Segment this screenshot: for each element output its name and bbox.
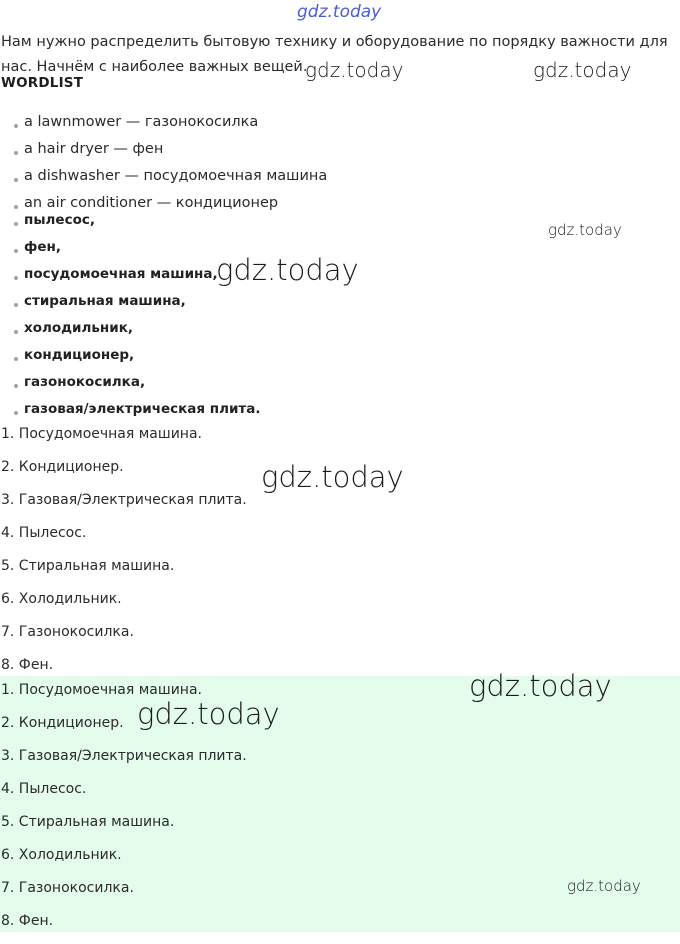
wordlist-item: an air conditioner — кондиционер bbox=[14, 193, 327, 220]
ranking-item: 7. Газонокосилка. bbox=[1, 624, 134, 640]
watermark: gdz.today bbox=[548, 221, 622, 239]
watermark: gdz.today bbox=[533, 58, 632, 82]
answer-ranking-item: 4. Пылесос. bbox=[1, 781, 87, 797]
watermark: gdz.today bbox=[567, 877, 641, 895]
answer-ranking-item: 7. Газонокосилка. bbox=[1, 880, 134, 896]
watermark: gdz.today bbox=[305, 58, 404, 82]
appliance-item: стиральная машина, bbox=[14, 291, 327, 318]
appliance-item: пылесос, bbox=[14, 210, 327, 237]
appliance-item: газонокосилка, bbox=[14, 372, 327, 399]
answer-ranking-item: 8. Фен. bbox=[1, 913, 54, 929]
ranking-item: 3. Газовая/Электрическая плита. bbox=[1, 492, 247, 508]
appliance-item: фен, bbox=[14, 237, 327, 264]
watermark: gdz.today bbox=[216, 253, 359, 287]
answer-ranking-item: 3. Газовая/Электрическая плита. bbox=[1, 748, 247, 764]
wordlist-item: a lawnmower — газонокосилка bbox=[14, 112, 327, 139]
wordlist-item: a dishwasher — посудомоечная машина bbox=[14, 166, 327, 193]
watermark-top: gdz.today bbox=[297, 2, 382, 22]
watermark: gdz.today bbox=[261, 460, 404, 494]
wordlist-item: a hair dryer — фен bbox=[14, 139, 327, 166]
intro-text: Нам нужно распределить бытовую технику и оборудование по порядку важности для нас. Начнём с наиболее важных вещей. bbox=[1, 34, 668, 75]
appliance-item: кондиционер, bbox=[14, 345, 327, 372]
answer-ranking-item: 5. Стиральная машина. bbox=[1, 814, 175, 830]
ranking-item: 2. Кондиционер. bbox=[1, 459, 124, 475]
answer-ranking-item: 6. Холодильник. bbox=[1, 847, 122, 863]
wordlist-heading: WORDLIST bbox=[1, 75, 84, 91]
watermark: gdz.today bbox=[137, 697, 280, 731]
appliance-item: посудомоечная машина, bbox=[14, 264, 327, 291]
answer-ranking-item: 2. Кондиционер. bbox=[1, 715, 124, 731]
ranking-item: 5. Стиральная машина. bbox=[1, 558, 175, 574]
ranking-item: 4. Пылесос. bbox=[1, 525, 87, 541]
appliance-item: газовая/электрическая плита. bbox=[14, 399, 327, 426]
ranking-item: 1. Посудомоечная машина. bbox=[1, 426, 202, 442]
ranking-list bbox=[1, 424, 247, 688]
ranking-item: 8. Фен. bbox=[1, 657, 54, 673]
watermark: gdz.today bbox=[469, 669, 612, 703]
ranking-item: 6. Холодильник. bbox=[1, 591, 122, 607]
appliance-item: холодильник, bbox=[14, 318, 327, 345]
answer-ranking-item: 1. Посудомоечная машина. bbox=[1, 682, 202, 698]
